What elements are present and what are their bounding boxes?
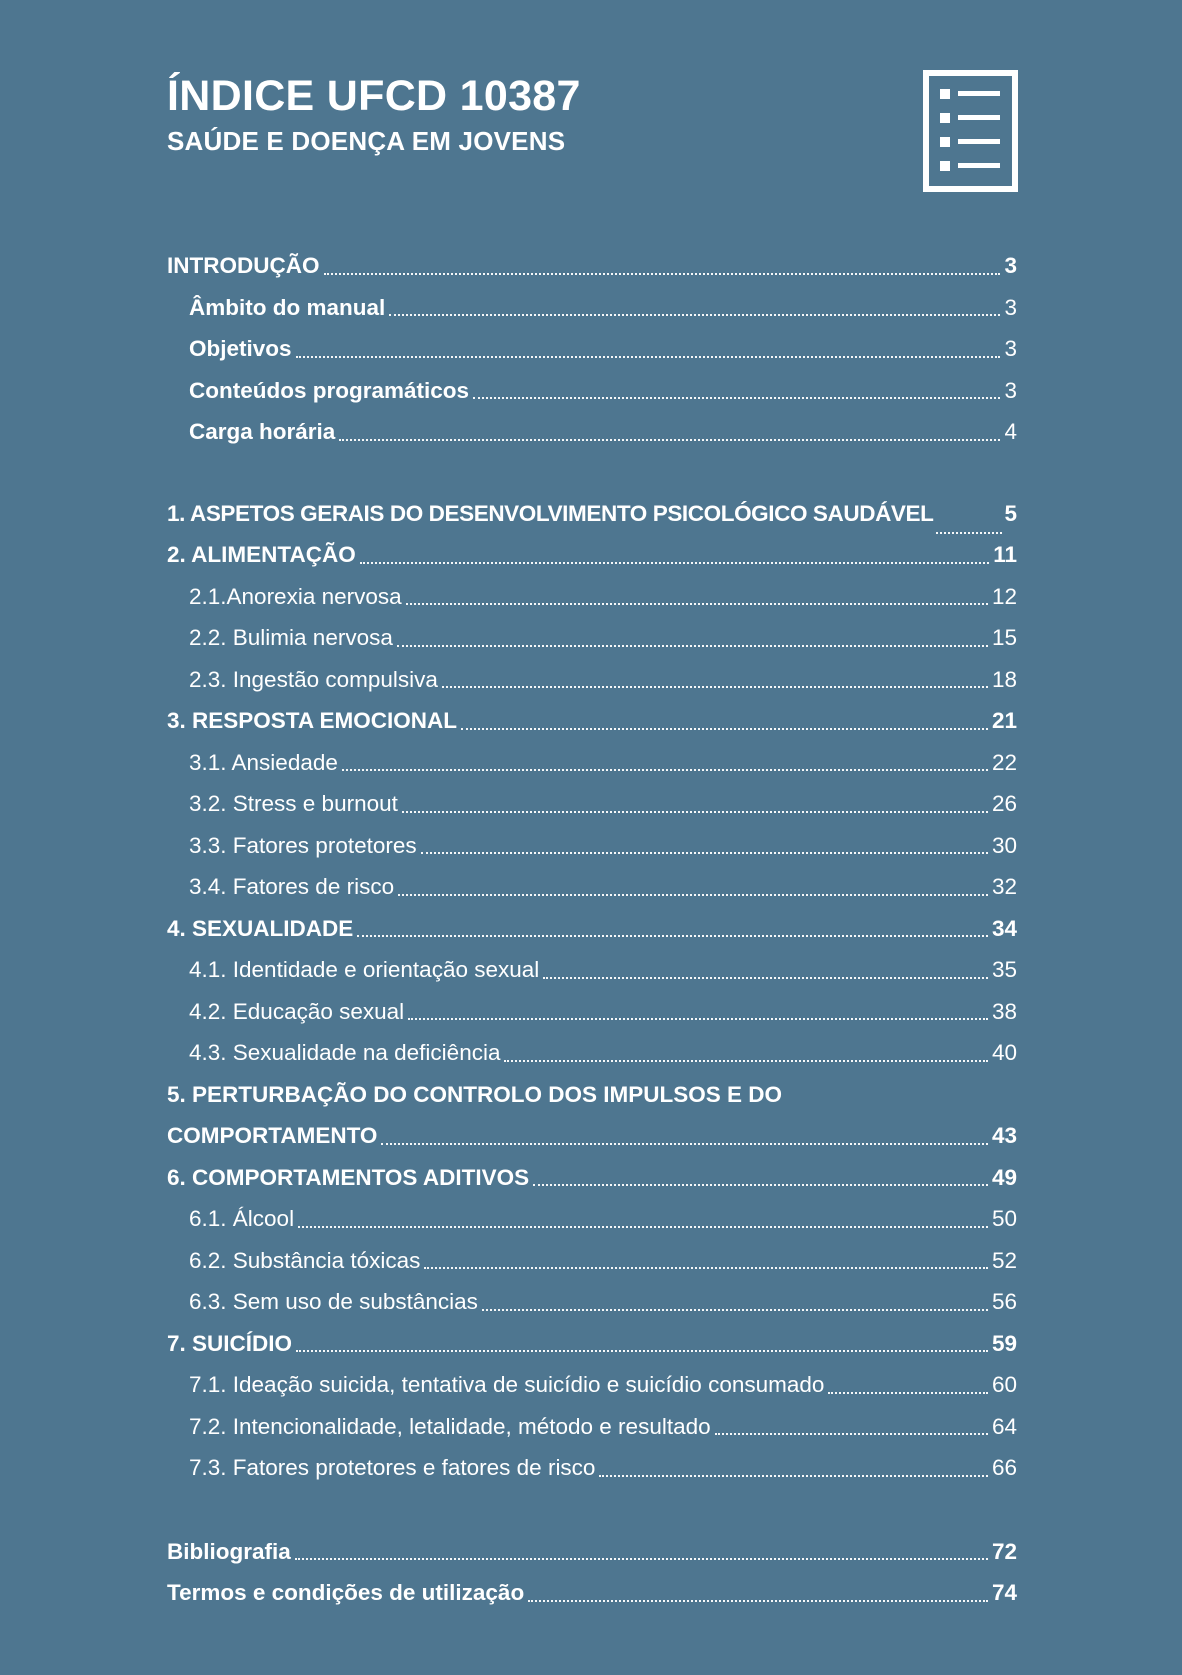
toc-entry-ambito[interactable]: Âmbito do manual 3 [189, 294, 1017, 320]
list-document-icon [923, 70, 1018, 192]
page-subtitle: SAÚDE E DOENÇA EM JOVENS [167, 126, 566, 156]
toc-entry-3-4[interactable]: 3.4. Fatores de risco 32 [189, 874, 1017, 899]
toc-entry-bibliografia[interactable]: Bibliografia 72 [167, 1538, 1017, 1564]
toc-entry-7-1[interactable]: 7.1. Ideação suicida, tentativa de suicídio e suicídio consumado 60 [189, 1372, 1017, 1397]
toc-entry-carga-horaria[interactable]: Carga horária 4 [189, 419, 1017, 444]
toc-entry-4-3[interactable]: 4.3. Sexualidade na deficiência 40 [189, 1040, 1017, 1065]
toc-entry-6-1[interactable]: 6.1. Álcool 50 [189, 1206, 1017, 1231]
toc-entry-4-1[interactable]: 4.1. Identidade e orientação sexual 35 [189, 957, 1017, 982]
toc-entry-chapter-6[interactable]: 6. COMPORTAMENTOS ADITIVOS 49 [167, 1164, 1017, 1190]
toc-entry-6-3[interactable]: 6.3. Sem uso de substâncias 56 [189, 1289, 1017, 1314]
toc-entry-3-2[interactable]: 3.2. Stress e burnout 26 [189, 791, 1017, 816]
toc-entry-2-1[interactable]: 2.1.Anorexia nervosa 12 [189, 583, 1017, 609]
toc-entry-7-2[interactable]: 7.2. Intencionalidade, letalidade, método e resultado 64 [189, 1413, 1017, 1439]
toc-entry-objetivos[interactable]: Objetivos 3 [189, 336, 1017, 361]
toc-entry-6-2[interactable]: 6.2. Substância tóxicas 52 [189, 1247, 1017, 1273]
page-title: ÍNDICE UFCD 10387 [167, 72, 581, 120]
toc-entry-chapter-5-line-1[interactable]: 5. PERTURBAÇÃO DO CONTROLO DOS IMPULSOS E DO [167, 1081, 783, 1107]
toc-entry-2-3[interactable]: 2.3. Ingestão compulsiva 18 [189, 666, 1017, 692]
toc-entry-conteudos[interactable]: Conteúdos programáticos 3 [189, 377, 1017, 403]
toc-entry-chapter-7[interactable]: 7. SUICÍDIO 59 [167, 1330, 1017, 1356]
toc-entry-chapter-3[interactable]: 3. RESPOSTA EMOCIONAL 21 [167, 708, 1017, 733]
toc-entry-3-1[interactable]: 3.1. Ansiedade 22 [189, 749, 1017, 775]
toc-entry-3-3[interactable]: 3.3. Fatores protetores 30 [189, 832, 1017, 858]
toc-entry-2-2[interactable]: 2.2. Bulimia nervosa 15 [189, 625, 1017, 650]
toc-entry-7-3[interactable]: 7.3. Fatores protetores e fatores de risco 66 [189, 1455, 1017, 1480]
toc-entry-introducao[interactable]: INTRODUÇÃO 3 [167, 253, 1017, 278]
toc-entry-termos[interactable]: Termos e condições de utilização 74 [167, 1580, 1017, 1605]
toc-entry-chapter-1[interactable]: 1. ASPETOS GERAIS DO DESENVOLVIMENTO PSICOLÓGICO SAUDÁVEL 5 [167, 493, 1017, 535]
toc-entry-chapter-5[interactable]: COMPORTAMENTO 43 [167, 1123, 1017, 1148]
table-of-contents [167, 245, 1017, 1614]
toc-entry-chapter-4[interactable]: 4. SEXUALIDADE 34 [167, 915, 1017, 941]
toc-entry-chapter-2[interactable]: 2. ALIMENTAÇÃO 11 [167, 542, 1017, 567]
page-header [167, 68, 581, 158]
toc-entry-4-2[interactable]: 4.2. Educação sexual 38 [189, 998, 1017, 1024]
